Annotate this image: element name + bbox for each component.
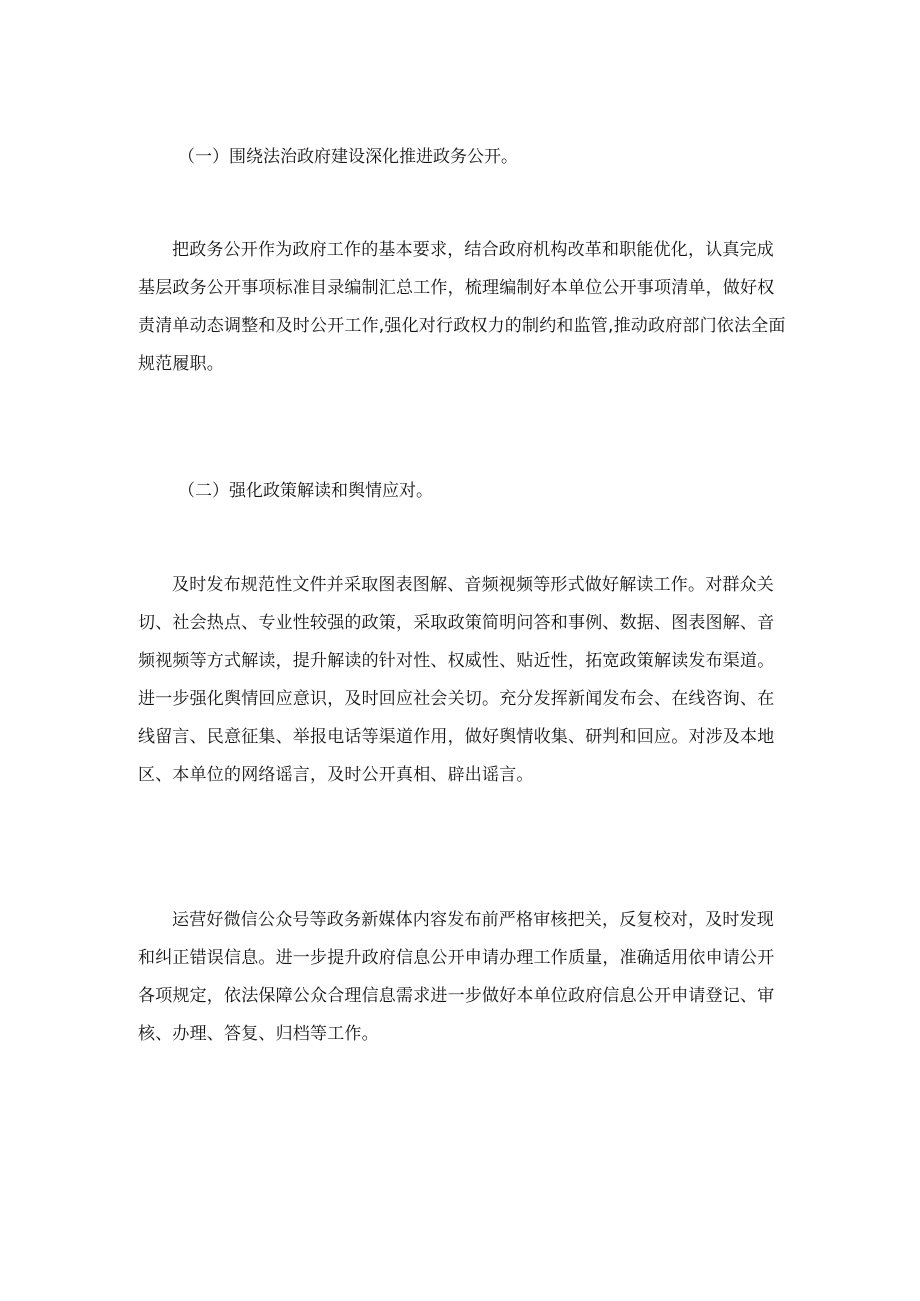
section-1-heading: （一）围绕法治政府建设深化推进政务公开。 — [178, 147, 518, 167]
section-1-paragraph: 把政务公开作为政府工作的基本要求，结合政府机构改革和职能优化，认真完成基层政务公开事项标准目录编制汇总工作，梳理编制好本单位公开事项清单，做好权责清单动态调整和及时公开工作,强化对行政权力的制约和监管,推动政府部门依法全面规范履职。 — [138, 240, 786, 374]
section-2-paragraph-1: 及时发布规范性文件并采取图表图解、音频视频等形式做好解读工作。对群众关切、社会热点、专业性较强的政策，采取政策简明问答和事例、数据、图表图解、音频视频等方式解读，提升解读的针对性、权威性、贴近性，拓宽政策解读发布渠道。进一步强化舆情回应意识，及时回应社会关切。充分发挥新闻发布会、在线咨询、在线留言、民意征集、举报电话等渠道作用，做好舆情收集、研判和回应。对涉及本地区、本单位的网络谣言，及时公开真相、辟出谣言。 — [138, 575, 775, 785]
section-2-paragraph-2: 运营好微信公众号等政务新媒体内容发布前严格审核把关，反复校对，及时发现和纠正错误信息。进一步提升政府信息公开申请办理工作质量，准确适用依申请公开各项规定，依法保障公众合理信息需求进一步做好本单位政府信息公开申请登记、审核、办理、答复、归档等工作。 — [138, 910, 775, 1044]
section-2-heading: （二）强化政策解读和舆情应对。 — [178, 481, 433, 501]
